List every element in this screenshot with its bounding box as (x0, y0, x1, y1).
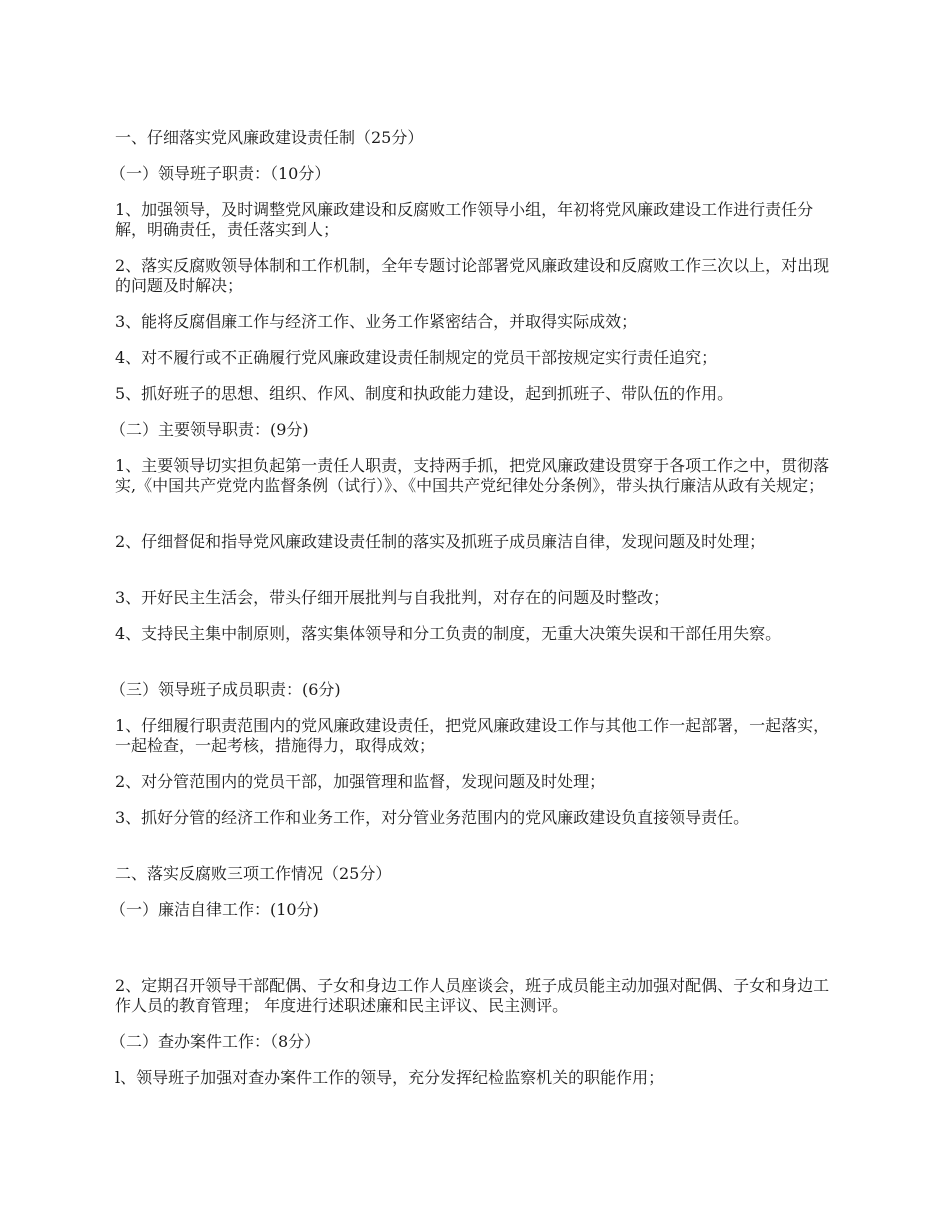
paragraph-item: 4、支持民主集中制原则，落实集体领导和分工负责的制度，无重大决策失误和干部任用失察。 (115, 624, 782, 643)
paragraph-item: 2、对分管范围内的党员干部，加强管理和监督，发现问题及时处理； (115, 772, 606, 791)
paragraph-item: 4、对不履行或不正确履行党风廉政建设责任制规定的党员干部按规定实行责任追究； (115, 348, 718, 367)
paragraph-item: 1、仔细履行职责范围内的党风廉政建设责任，把党风廉政建设工作与其他工作一起部署，一起落实，一起检查，一起考核，措施得力，取得成效； (115, 716, 830, 755)
paragraph-item: 3、开好民主生活会，带头仔细开展批判与自我批判，对存在的问题及时整改； (115, 588, 670, 607)
subsection-heading-members: （三）领导班子成员职责：(6分) (110, 680, 341, 699)
paragraph-item: 1、加强领导，及时调整党风廉政建设和反腐败工作领导小组，年初将党风廉政建设工作进行责任分解，明确责任，责任落实到人； (115, 200, 814, 239)
paragraph-item: 1、主要领导切实担负起第一责任人职责，支持两手抓，把党风廉政建设贯穿于各项工作之中，贯彻落实,《中国共产党党内监督条例（试行）》、《中国共产党纪律处分条例》，带头执行廉洁从政有关规定； (115, 456, 830, 495)
paragraph-item: 3、抓好分管的经济工作和业务工作，对分管业务范围内的党风廉政建设负直接领导责任。 (115, 808, 750, 827)
subsection-heading-main-leader: （二）主要领导职责：(9分) (110, 420, 309, 439)
subsection-heading-cases: （二）查办案件工作：（8分） (110, 1032, 321, 1051)
subsection-heading-self-discipline: （一）廉洁自律工作：(10分) (110, 900, 319, 919)
paragraph-item: 2、定期召开领导干部配偶、子女和身边工作人员座谈会，班子成员能主动加强对配偶、子女和身边工作人员的教育管理； 年度进行述职述廉和民主评议、民主测评。 (115, 976, 830, 1015)
section-heading-2: 二、落实反腐败三项工作情况（25分） (115, 864, 392, 883)
paragraph-item: l、领导班子加强对查办案件工作的领导，充分发挥纪检监察机关的职能作用； (115, 1068, 665, 1087)
section-heading-1: 一、仔细落实党风廉政建设责任制（25分） (115, 128, 424, 147)
paragraph-item: 5、抓好班子的思想、组织、作风、制度和执政能力建设，起到抓班子、带队伍的作用。 (115, 384, 734, 403)
paragraph-item: 2、落实反腐败领导体制和工作机制，全年专题讨论部署党风廉政建设和反腐败工作三次以上，对出现的问题及时解决； (115, 256, 830, 295)
subsection-heading-leadership: （一）领导班子职责：（10分） (110, 164, 331, 183)
paragraph-item: 3、能将反腐倡廉工作与经济工作、业务工作紧密结合，并取得实际成效； (115, 312, 638, 331)
paragraph-item: 2、仔细督促和指导党风廉政建设责任制的落实及抓班子成员廉洁自律，发现问题及时处理； (115, 532, 766, 551)
